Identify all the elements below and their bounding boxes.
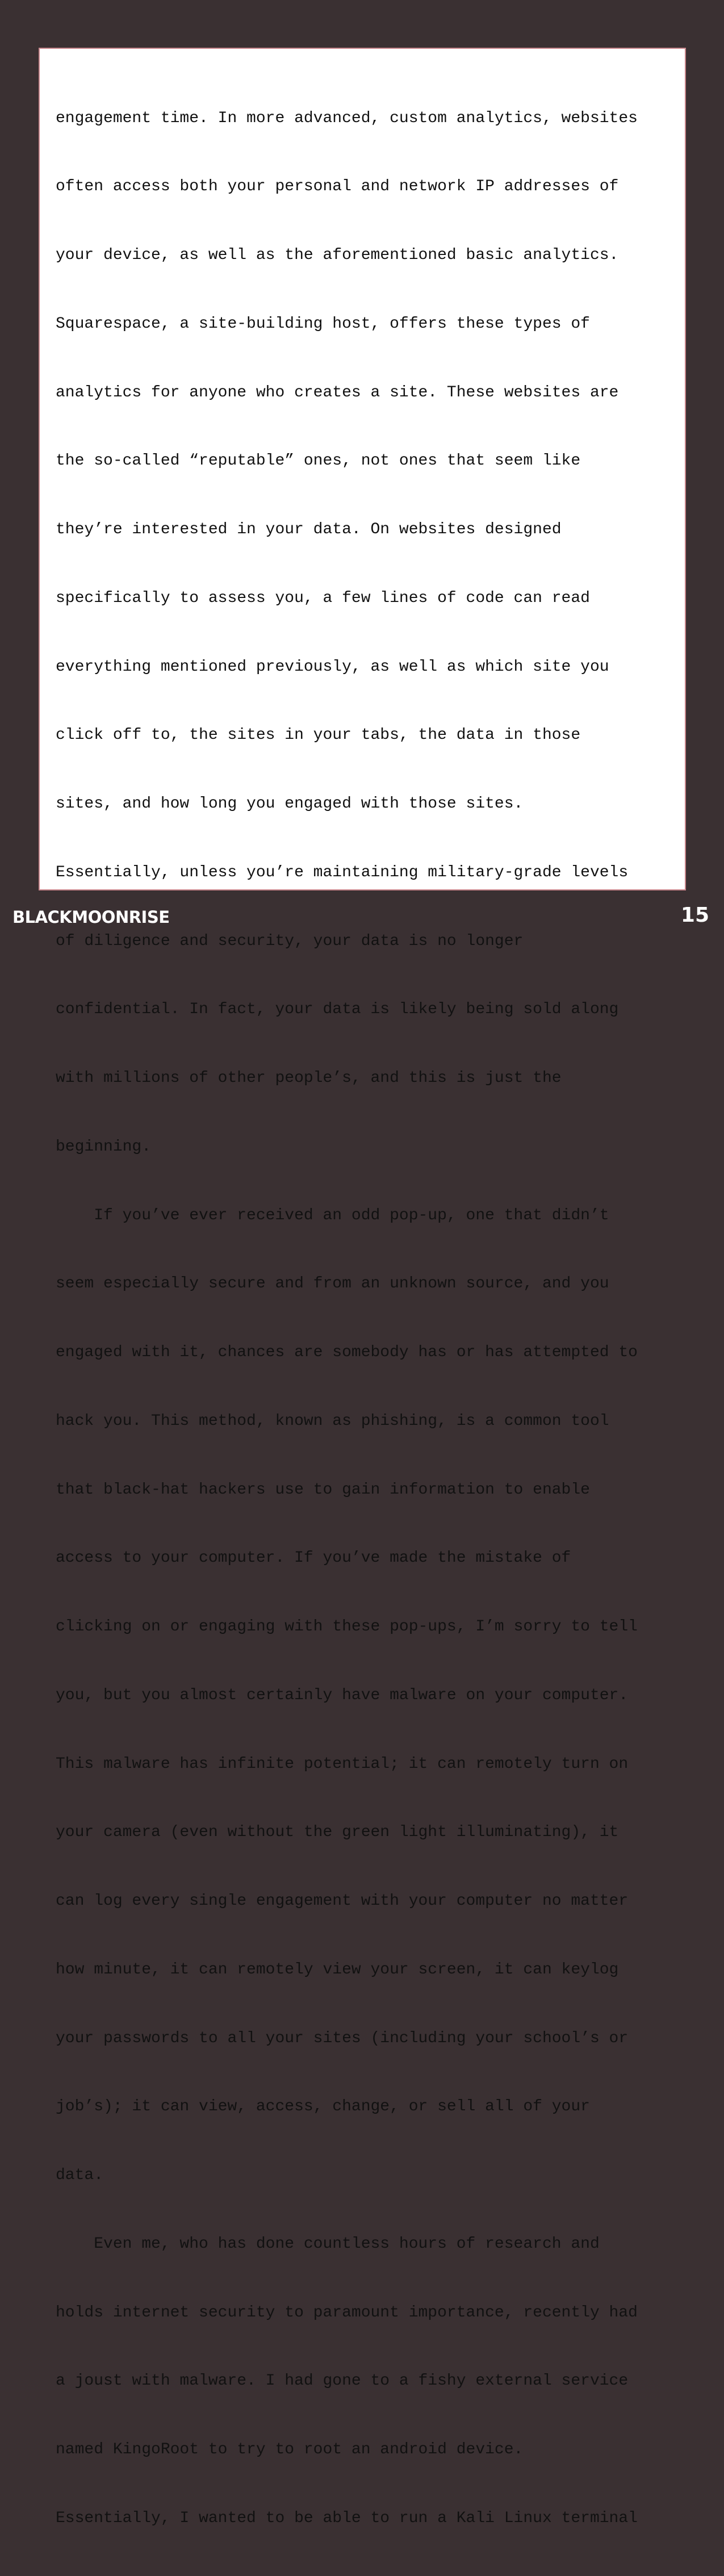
text-line: sites, and how long you engaged with those sites.: [56, 795, 524, 813]
article-body: [56, 61, 692, 2576]
text-line: confidential. In fact, your data is likely being sold along: [56, 1001, 619, 1019]
text-line: Squarespace, a site-building host, offers these types of: [56, 315, 590, 333]
text-line: access to your computer. If you’ve made the mistake of: [56, 1549, 571, 1567]
text-line: engagement time. In more advanced, custom analytics, websites: [56, 109, 638, 127]
text-line: seem especially secure and from an unknown source, and you: [56, 1275, 609, 1293]
text-line: your passwords to all your sites (including your school’s or: [56, 2029, 629, 2047]
text-line: your camera (even without the green light illuminating), it: [56, 1824, 619, 1842]
footer-brand: BLACKMOONRISE: [12, 908, 170, 927]
text-line: data.: [56, 2167, 104, 2184]
text-line: how minute, it can remotely view your screen, it can keylog: [56, 1960, 619, 1979]
text-line: often access both your personal and network IP addresses of: [56, 178, 619, 196]
text-line: holds internet security to paramount importance, recently had: [56, 2303, 638, 2322]
text-line: click off to, the sites in your tabs, the data in those: [56, 726, 581, 745]
text-line: a joust with malware. I had gone to a fishy external service: [56, 2372, 629, 2390]
text-line: This malware has infinite potential; it can remotely turn on: [56, 1755, 629, 1773]
text-line: can log every single engagement with your computer no matter: [56, 1892, 629, 1910]
text-line: of diligence and security, your data is no longer: [56, 932, 524, 950]
text-line: Even me, who has done countless hours of research and: [56, 2235, 600, 2253]
text-line: job’s); it can view, access, change, or sell all of your: [56, 2098, 590, 2116]
text-line: engaged with it, chances are somebody has or has attempted to: [56, 1344, 638, 1361]
text-line: the so-called “reputable” ones, not ones that seem like: [56, 452, 581, 470]
page-number: 15: [680, 904, 709, 927]
text-line: hack you. This method, known as phishing, is a common tool: [56, 1412, 609, 1430]
text-line: specifically to assess you, a few lines of code can read: [56, 589, 590, 607]
text-line: clicking on or engaging with these pop-ups, I’m sorry to tell: [56, 1618, 638, 1636]
text-line: If you’ve ever received an odd pop-up, one that didn’t: [56, 1206, 609, 1224]
text-line: with millions of other people’s, and this is just the: [56, 1069, 562, 1087]
text-line: your device, as well as the aforementioned basic analytics.: [56, 246, 619, 264]
text-line: beginning.: [56, 1138, 152, 1156]
text-line: you, but you almost certainly have malware on your computer.: [56, 1686, 629, 1704]
text-line: Essentially, I wanted to be able to run a Kali Linux terminal: [56, 2509, 638, 2527]
text-line: everything mentioned previously, as well as which site you: [56, 658, 609, 676]
text-line: named KingoRoot to try to root an android device.: [56, 2441, 524, 2458]
text-line: that black-hat hackers use to gain information to enable: [56, 1481, 590, 1499]
text-line: Essentially, unless you’re maintaining military-grade levels: [56, 863, 629, 881]
text-line: they’re interested in your data. On websites designed: [56, 521, 562, 538]
text-line: analytics for anyone who creates a site. These websites are: [56, 383, 619, 402]
